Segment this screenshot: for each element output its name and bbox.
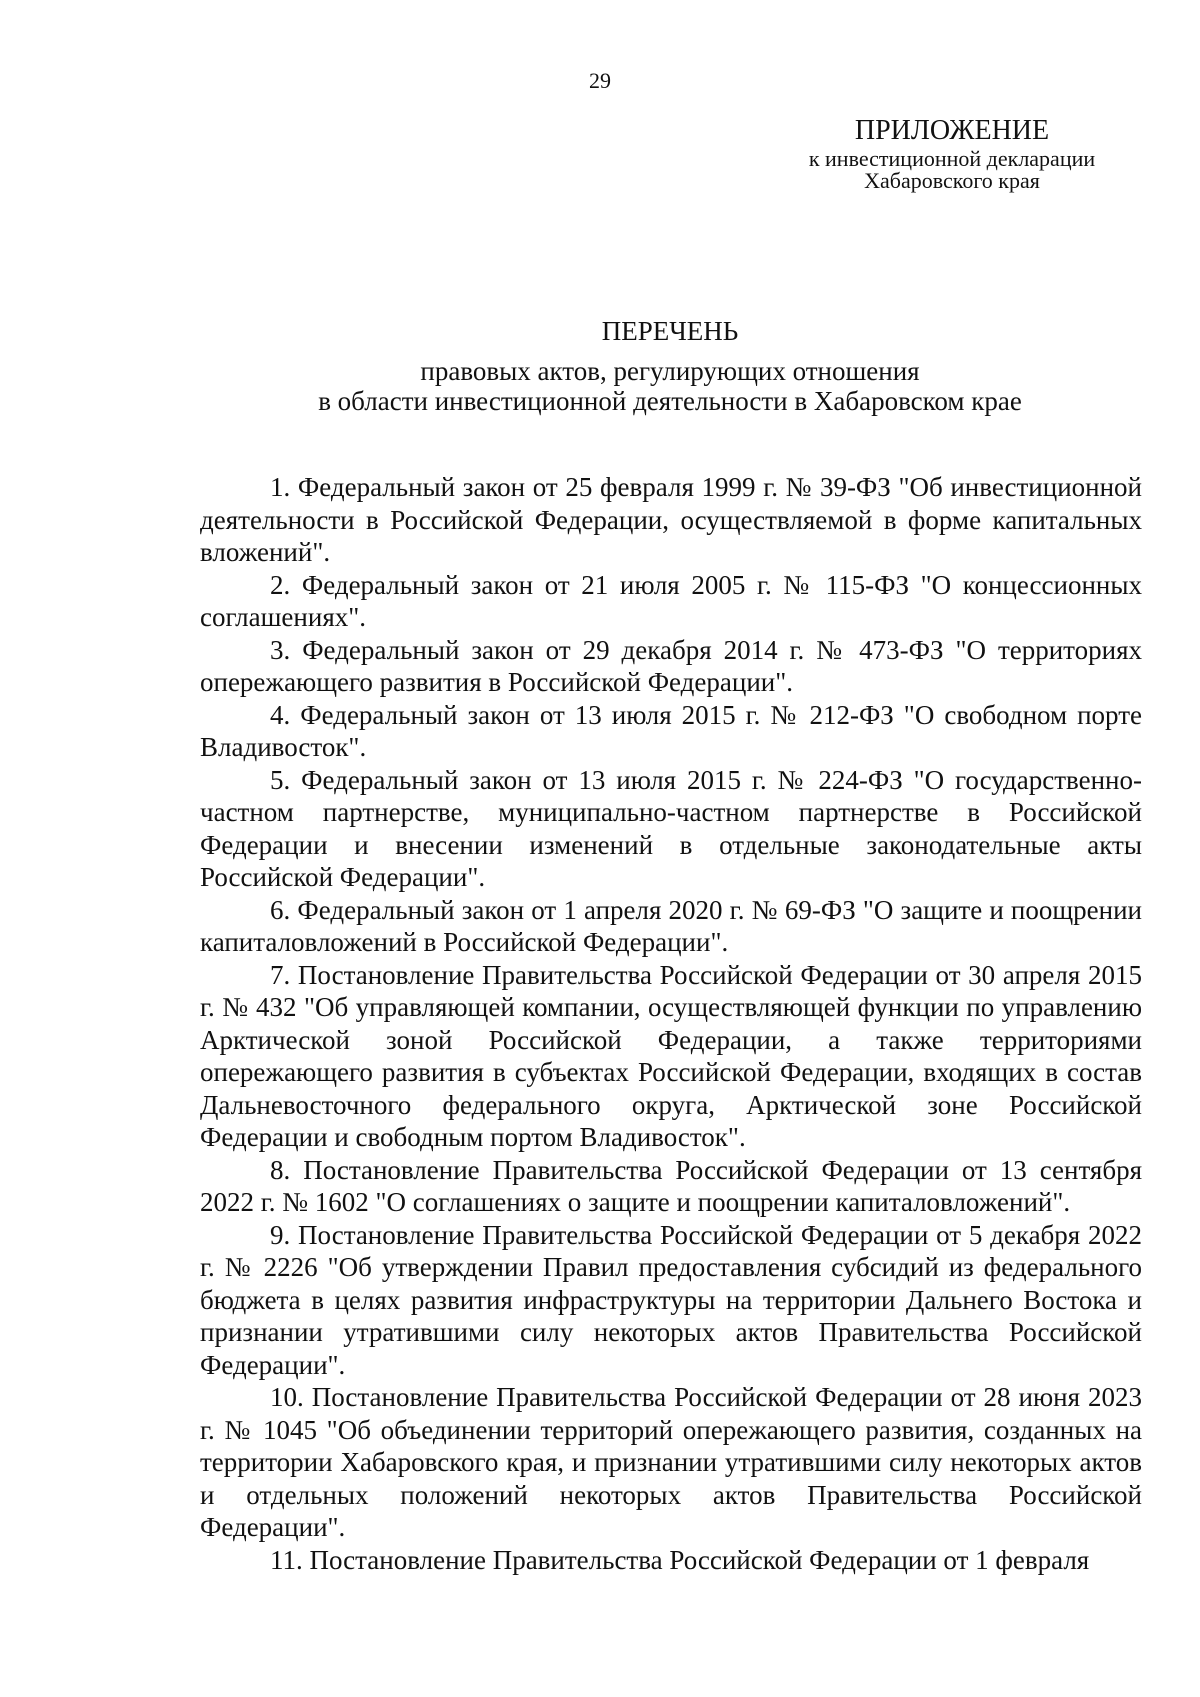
legal-acts-list <box>200 471 1142 1576</box>
document-heading <box>200 314 1140 416</box>
list-item: 3. Федеральный закон от 29 декабря 2014 г. № 473-ФЗ "О территориях опережающего развития в Российской Федерации". <box>200 634 1142 697</box>
list-item: 2. Федеральный закон от 21 июля 2005 г. № 115-ФЗ "О концессионных соглашениях". <box>200 569 1142 632</box>
list-item: 7. Постановление Правительства Российской Федерации от 30 апреля 2015 г. № 432 "Об управляющей компании, осуществляющей функции по управлению Арктической зоной Российской Федерации, а также территориями опережающего развития в субъектах Российской Федерации, входящих в состав Дальневосточного федерального округа, Арктической зоне Российской Федерации и свободным портом Владивосток". <box>200 959 1142 1152</box>
list-item: 10. Постановление Правительства Российской Федерации от 28 июня 2023 г. № 1045 "Об объединении территорий опережающего развития, созданных на территории Хабаровского края, и признании утратившими силу некоторых актов и отдельных положений некоторых актов Правительства Российской Федерации". <box>200 1382 1142 1542</box>
list-item: 9. Постановление Правительства Российской Федерации от 5 декабря 2022 г. № 2226 "Об утверждении Правил предоставления субсидий из федерального бюджета в целях развития инфраструктуры на территории Дальнего Востока и признании утратившими силу некоторых актов Правительства Российской Федерации". <box>200 1219 1142 1380</box>
appendix-line-1: к инвестиционной декларации <box>808 146 1096 171</box>
list-item: 4. Федеральный закон от 13 июля 2015 г. № 212-ФЗ "О свободном порте Владивосток". <box>200 699 1142 762</box>
document-subtitle-line-2: в области инвестиционной деятельности в Хабаровском крае <box>318 386 1022 416</box>
appendix-block <box>792 114 1112 192</box>
list-item: 8. Постановление Правительства Российской Федерации от 13 сентября 2022 г. № 1602 "О соглашениях о защите и поощрении капиталовложений". <box>200 1154 1142 1217</box>
document-title: ПЕРЕЧЕНЬ <box>601 316 739 346</box>
page-number: 29 <box>589 68 611 93</box>
list-item: 5. Федеральный закон от 13 июля 2015 г. № 224-ФЗ "О государственно-частном партнерстве, муниципально-частном партнерстве в Российской Федерации и внесении изменений в отдельные законодательные акты Российской Федерации". <box>200 764 1142 892</box>
list-item: 11. Постановление Правительства Российской Федерации от 1 февраля <box>270 1544 1090 1575</box>
appendix-line-2: Хабаровского края <box>864 168 1040 193</box>
appendix-title: ПРИЛОЖЕНИЕ <box>854 115 1050 146</box>
list-item: 1. Федеральный закон от 25 февраля 1999 г. № 39-ФЗ "Об инвестиционной деятельности в Российской Федерации, осуществляемой в форме капитальных вложений". <box>200 472 1142 567</box>
document-subtitle-line-1: правовых актов, регулирующих отношения <box>420 356 920 386</box>
list-item: 6. Федеральный закон от 1 апреля 2020 г. № 69-ФЗ "О защите и поощрении капиталовложений в Российской Федерации". <box>200 894 1142 957</box>
